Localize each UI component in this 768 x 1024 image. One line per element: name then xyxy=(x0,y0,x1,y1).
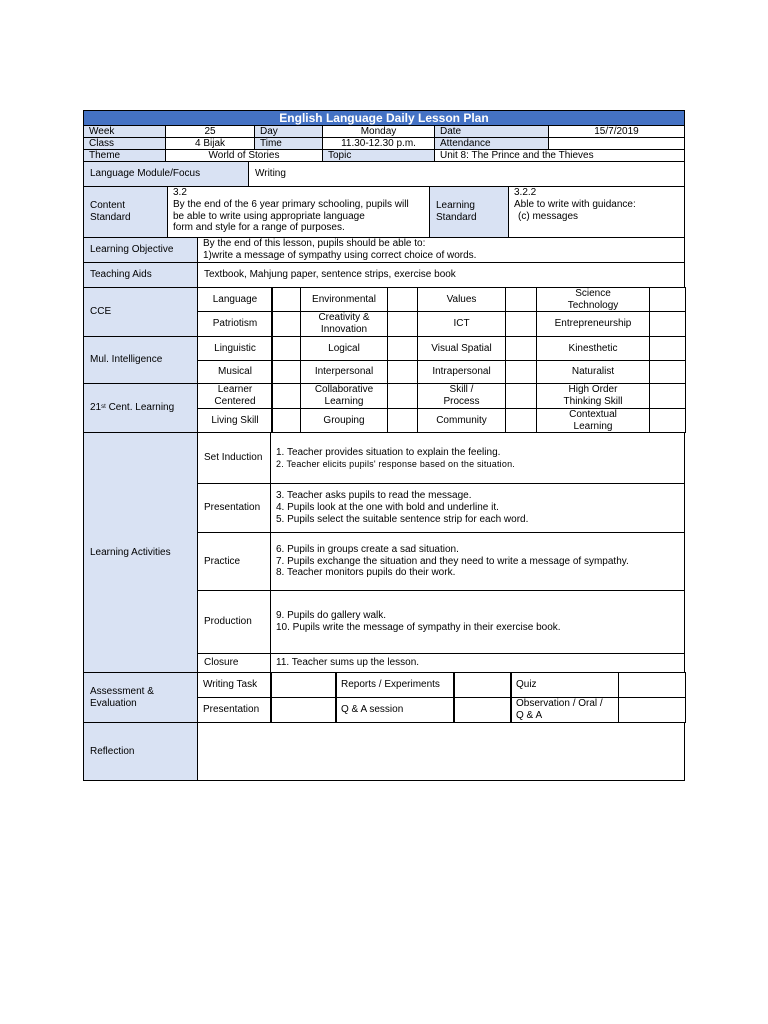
learning-standard-code: 3.2.2 xyxy=(514,187,537,198)
c21-option: Skill / Process xyxy=(417,383,506,409)
week-value: 25 xyxy=(165,125,255,138)
mi-checkbox[interactable] xyxy=(387,360,418,384)
practice-text xyxy=(270,532,685,591)
topic-label: Topic xyxy=(322,149,435,162)
mi-checkbox[interactable] xyxy=(649,360,686,384)
content-standard-line: be able to write using appropriate language xyxy=(173,210,365,222)
set-induction-label: Set Induction xyxy=(197,432,271,484)
learning-standard-label-line: Learning xyxy=(436,200,475,212)
production-label: Production xyxy=(197,590,271,654)
mi-option: Visual Spatial xyxy=(417,336,506,361)
cce-checkbox[interactable] xyxy=(649,311,686,337)
objective-label: Learning Objective xyxy=(83,237,198,263)
activity-line: 3. Teacher asks pupils to read the message. xyxy=(276,490,472,502)
assessment-checkbox[interactable] xyxy=(270,697,337,723)
content-standard-label-line: Standard xyxy=(90,212,131,223)
day-value: Monday xyxy=(322,125,435,138)
activity-line: 11. Teacher sums up the lesson. xyxy=(276,657,420,669)
document-title: English Language Daily Lesson Plan xyxy=(83,110,685,126)
activity-line: 10. Pupils write the message of sympathy in their exercise book. xyxy=(276,622,561,633)
cce-option: Entrepreneurship xyxy=(536,311,650,337)
assessment-option: Q & A session xyxy=(335,697,455,723)
content-standard-line: form and style for a range of purposes. xyxy=(173,222,345,234)
assessment-checkbox[interactable] xyxy=(618,672,686,698)
learning-standard-line: Able to write with guidance: xyxy=(514,198,636,210)
mi-option: Naturalist xyxy=(536,360,650,384)
c21-option: Grouping xyxy=(300,408,388,433)
closure-text xyxy=(270,653,685,673)
cce-label: CCE xyxy=(83,287,198,337)
cce-option: Environmental xyxy=(300,287,388,312)
class-value: 4 Bijak xyxy=(165,137,255,150)
reflection-label: Reflection xyxy=(83,722,198,781)
cce-option: Creativity & Innovation xyxy=(300,311,388,337)
c21-option: Collaborative Learning xyxy=(300,383,388,409)
c21-label-rest: Cent. Learning xyxy=(105,402,175,414)
production-text xyxy=(270,590,685,654)
cce-option: Patriotism xyxy=(197,311,273,337)
c21-option: Contextual Learning xyxy=(536,408,650,433)
c21-option: High Order Thinking Skill xyxy=(536,383,650,409)
cce-checkbox[interactable] xyxy=(271,311,301,337)
mi-checkbox[interactable] xyxy=(649,336,686,361)
activities-label: Learning Activities xyxy=(83,432,198,673)
activity-line: 9. Pupils do gallery walk. xyxy=(276,610,387,622)
objective-line: By the end of this lesson, pupils should be able to: xyxy=(203,238,426,249)
activity-line: 4. Pupils look at the one with bold and underline it. xyxy=(276,502,499,514)
cce-option: Values xyxy=(417,287,506,312)
time-value: 11.30-12.30 p.m. xyxy=(322,137,435,150)
topic-value: Unit 8: The Prince and the Thieves xyxy=(434,149,685,162)
class-label: Class xyxy=(83,137,166,150)
c21-checkbox[interactable] xyxy=(649,383,686,409)
content-standard-label xyxy=(83,186,168,238)
activity-line: 6. Pupils in groups create a sad situation. xyxy=(276,543,459,555)
content-standard-label-line: Content xyxy=(90,200,126,212)
objective-line: 1)write a message of sympathy using correct choice of words. xyxy=(203,249,477,261)
reflection-value xyxy=(197,722,685,781)
c21-checkbox[interactable] xyxy=(271,383,301,409)
assessment-option: Presentation xyxy=(197,697,272,723)
c21-checkbox[interactable] xyxy=(387,408,418,433)
content-standard-code: 3.2 xyxy=(173,187,187,198)
c21-option: Community xyxy=(417,408,506,433)
assessment-label xyxy=(83,672,198,723)
c21-label-number: 21 xyxy=(90,402,102,414)
mi-checkbox[interactable] xyxy=(271,336,301,361)
cce-checkbox[interactable] xyxy=(271,287,301,312)
teaching-aids-value: Textbook, Mahjung paper, sentence strips, exercise book xyxy=(197,262,685,288)
c21-option: Learner Centered xyxy=(197,383,273,409)
mi-option: Musical xyxy=(197,360,273,384)
activity-line: 5. Pupils select the suitable sentence strip for each word. xyxy=(276,513,529,525)
week-label: Week xyxy=(83,125,166,138)
cce-option: Language xyxy=(197,287,273,312)
learning-standard-label xyxy=(429,186,509,238)
mi-checkbox[interactable] xyxy=(505,360,537,384)
date-value: 15/7/2019 xyxy=(548,125,685,138)
activity-line: 7. Pupils exchange the situation and they need to write a message of sympathy. xyxy=(276,555,629,567)
module-value: Writing xyxy=(248,161,685,187)
date-label: Date xyxy=(434,125,549,138)
mi-checkbox[interactable] xyxy=(387,336,418,361)
content-standard-text xyxy=(167,186,430,238)
cce-checkbox[interactable] xyxy=(649,287,686,312)
c21-option: Living Skill xyxy=(197,408,273,433)
learning-standard-label-line: Standard xyxy=(436,212,477,223)
mi-checkbox[interactable] xyxy=(505,336,537,361)
assessment-option: Quiz xyxy=(510,672,619,698)
cce-option: Science Technology xyxy=(536,287,650,312)
mi-option: Logical xyxy=(300,336,388,361)
theme-label: Theme xyxy=(83,149,166,162)
assessment-checkbox[interactable] xyxy=(270,672,337,698)
c21-label xyxy=(83,383,198,433)
module-label: Language Module/Focus xyxy=(83,161,249,187)
mi-option: Kinesthetic xyxy=(536,336,650,361)
assessment-option: Observation / Oral / Q & A xyxy=(510,697,619,723)
practice-label: Practice xyxy=(197,532,271,591)
cce-option: ICT xyxy=(417,311,506,337)
c21-label-sup: st xyxy=(101,404,106,411)
mi-option: Interpersonal xyxy=(300,360,388,384)
activity-line: 1. Teacher provides situation to explain the feeling. xyxy=(276,446,501,458)
cce-checkbox[interactable] xyxy=(505,311,537,337)
c21-checkbox[interactable] xyxy=(505,383,537,409)
closure-label: Closure xyxy=(197,653,271,673)
assessment-checkbox[interactable] xyxy=(453,697,512,723)
theme-value: World of Stories xyxy=(165,149,323,162)
set-induction-text xyxy=(270,432,685,484)
mi-option: Intrapersonal xyxy=(417,360,506,384)
mi-option: Linguistic xyxy=(197,336,273,361)
day-label: Day xyxy=(254,125,323,138)
assessment-option: Writing Task xyxy=(197,672,272,698)
content-standard-line: By the end of the 6 year primary schooling, pupils will xyxy=(173,198,409,210)
c21-checkbox[interactable] xyxy=(387,383,418,409)
cce-checkbox[interactable] xyxy=(505,287,537,312)
activity-line: 2. Teacher elicits pupils' response based on the situation. xyxy=(276,458,515,469)
presentation-text xyxy=(270,483,685,533)
learning-standard-line: (c) messages xyxy=(518,210,579,222)
cce-checkbox[interactable] xyxy=(387,287,418,312)
attendance-label: Attendance xyxy=(434,137,549,150)
objective-text xyxy=(197,237,685,263)
assessment-label-line: Evaluation xyxy=(90,697,137,709)
time-label: Time xyxy=(254,137,323,150)
assessment-label-line: Assessment & xyxy=(90,685,154,697)
teaching-aids-label: Teaching Aids xyxy=(83,262,198,288)
cce-checkbox[interactable] xyxy=(387,311,418,337)
mi-checkbox[interactable] xyxy=(271,360,301,384)
assessment-option: Reports / Experiments xyxy=(335,672,455,698)
activity-line: 8. Teacher monitors pupils do their work. xyxy=(276,567,456,579)
assessment-checkbox[interactable] xyxy=(453,672,512,698)
mi-label: Mul. Intelligence xyxy=(83,336,198,384)
assessment-checkbox[interactable] xyxy=(618,697,686,723)
learning-standard-text xyxy=(508,186,685,238)
presentation-label: Presentation xyxy=(197,483,271,533)
c21-checkbox[interactable] xyxy=(649,408,686,433)
c21-checkbox[interactable] xyxy=(505,408,537,433)
c21-checkbox[interactable] xyxy=(271,408,301,433)
